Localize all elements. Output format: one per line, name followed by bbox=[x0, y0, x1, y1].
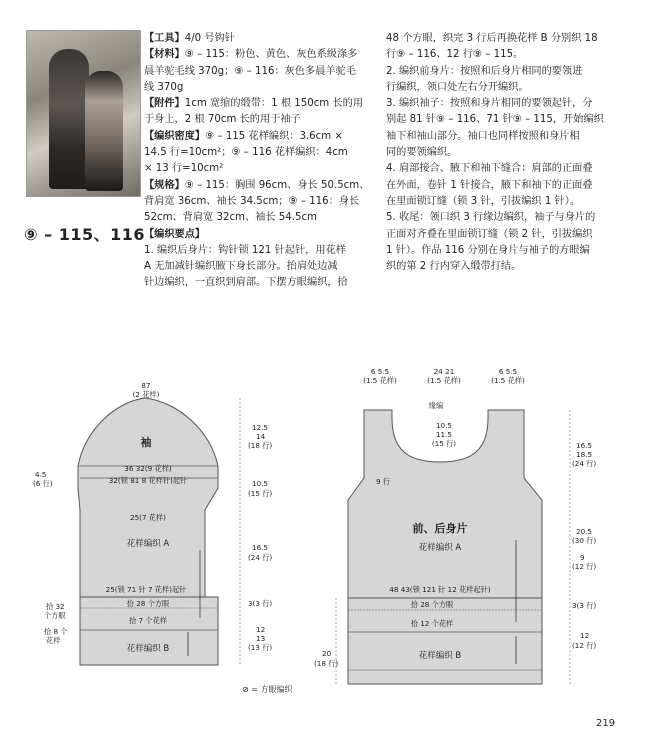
model-figure-left bbox=[49, 49, 89, 189]
text-accessory-1: 1cm 宽缩的缎带：1 根 150cm 长的用 bbox=[184, 98, 364, 110]
body-pick12: 拾 12 个花样 bbox=[410, 619, 454, 628]
body-neck-label: 缘编 bbox=[428, 401, 444, 410]
body-left-v: 9 行 bbox=[376, 477, 391, 486]
sleeve-top-width-2: (2 花样) bbox=[132, 390, 160, 399]
text-material-2: 晨羊驼毛线 370g；⑨ – 116：灰色多晨羊驼毛 bbox=[144, 65, 356, 77]
sleeve-pattern-a: 花样编织 A bbox=[126, 539, 170, 549]
body-top-3b: (1.5 花样) bbox=[491, 376, 525, 385]
sleeve-left-2a: 拾 8 个 bbox=[44, 627, 68, 636]
sleeve-top-width: 87 bbox=[141, 381, 151, 390]
sleeve-cast: 25(锁 71 针 7 花样)起针 bbox=[105, 585, 187, 594]
text-right-15: 织的第 2 行内穿入缎带打结。 bbox=[386, 261, 522, 273]
text-density-1: ⑨ – 115 花样编织：3.6cm × bbox=[205, 130, 343, 142]
text-right-1: 48 个方眼，织完 3 行后再换花样 B 分别织 18 bbox=[386, 33, 598, 44]
model-photo bbox=[26, 30, 141, 197]
body-rv-3b: (12 行) bbox=[572, 562, 597, 571]
sleeve-pick7: 拾 7 个花样 bbox=[129, 616, 167, 625]
sleeve-schematic bbox=[33, 381, 272, 665]
body-lv-1: 20 bbox=[322, 649, 332, 658]
text-right-9: 4. 肩部接合、腋下和袖下缝合：肩部的正面叠 bbox=[386, 163, 593, 175]
text-material-1: ⑨ – 115：粉色、黄色、灰色系级涤多 bbox=[184, 49, 358, 61]
body-rv-2a: 20.5 bbox=[576, 527, 593, 536]
sleeve-left-1b: 个方眼 bbox=[44, 611, 66, 620]
label-accessory: 【附件】 bbox=[144, 98, 185, 110]
sleeve-rv-1a: 12.5 bbox=[252, 423, 269, 432]
body-pattern-a: 花样编织 A bbox=[418, 543, 462, 553]
sleeve-rv-3a: 16.5 bbox=[252, 543, 269, 552]
label-tools: 【工具】 bbox=[144, 33, 185, 44]
sleeve-row-2: 32(锁 81 8 花样针)起针 bbox=[108, 476, 188, 485]
body-rv-1a: 16.5 bbox=[576, 441, 593, 450]
text-density-2: 14.5 行=10cm²；⑨ – 116 花样编织：4cm bbox=[144, 147, 348, 159]
sleeve-shape bbox=[78, 398, 218, 597]
sleeve-side-b: (6 行) bbox=[33, 479, 53, 488]
text-right-13: 正面对齐叠在里面锁订缝（锁 2 针，引拔编织 bbox=[386, 228, 593, 240]
text-right-12: 5. 收尾：领口织 3 行缘边编织，袖子与身片的 bbox=[386, 212, 596, 224]
body-schematic bbox=[314, 367, 596, 684]
body-cast: 48 43(锁 121 针 12 花样起针) bbox=[389, 585, 491, 594]
sleeve-rv-3b: (24 行) bbox=[248, 553, 273, 562]
text-right-10: 在外面，卷针 1 针接合，腋下和袖下的正面叠 bbox=[386, 179, 593, 191]
sleeve-left-2b: 花样 bbox=[46, 636, 61, 645]
left-text-column bbox=[144, 31, 376, 292]
text-right-11: 在里面锁订缝（锁 3 针，引拔编织 1 针）。 bbox=[386, 195, 581, 207]
text-points-2: A 无加减针编织腋下身长部分。抬肩处边减 bbox=[144, 261, 338, 273]
body-rv-3a: 9 bbox=[580, 553, 585, 562]
body-neck-d2: 11.5 bbox=[435, 430, 453, 439]
body-label: 前、后身片 bbox=[412, 522, 468, 535]
text-density-3: × 13 行=10cm² bbox=[144, 163, 224, 175]
sleeve-rv-1b: 14 bbox=[256, 432, 266, 441]
body-top-2a: 24 21 bbox=[433, 367, 455, 376]
sleeve-mid: 25(7 花样) bbox=[130, 513, 166, 522]
sleeve-label: 袖 bbox=[140, 436, 152, 449]
text-right-3: 2. 编织前身片：按照和后身片相同的要领进 bbox=[386, 65, 583, 77]
body-hem bbox=[348, 598, 542, 684]
label-size: 【规格】 bbox=[144, 179, 185, 191]
sleeve-rv-2b: (15 行) bbox=[248, 489, 273, 498]
body-rv-1c: (24 行) bbox=[572, 459, 597, 468]
sleeve-rv-1c: (18 行) bbox=[248, 441, 273, 450]
text-right-8: 同的要领编织。 bbox=[386, 147, 458, 159]
sleeve-rv-5b: 13 bbox=[256, 634, 266, 643]
body-pattern-b: 花样编织 B bbox=[418, 651, 462, 661]
text-size-1: ⑨ – 115：胸围 96cm、身长 50.5cm、 bbox=[184, 179, 370, 191]
body-grid: 拾 28 个方眼 bbox=[410, 600, 454, 609]
body-neck-d3: (15 行) bbox=[431, 439, 457, 448]
label-density: 【编织密度】 bbox=[144, 130, 206, 142]
text-points-3: 针边编织，一直织到肩部。下摆方眼编织，拾 bbox=[144, 277, 348, 289]
text-right-7: 袖下和袖山部分。袖口也同样按照和身片相 bbox=[386, 130, 580, 142]
body-rv-5b: (12 行) bbox=[572, 641, 597, 650]
sleeve-grid: 拾 28 个方眼 bbox=[126, 599, 170, 608]
body-top-1b: (1.5 花样) bbox=[363, 376, 397, 385]
text-right-4: 行编织，领口处左右分开编织。 bbox=[386, 81, 529, 93]
body-rv-5a: 12 bbox=[580, 631, 590, 640]
text-right-6: 别起 81 针⑨ – 116、71 针⑨ – 115，开始编织 bbox=[386, 114, 604, 126]
pattern-diagram bbox=[0, 360, 648, 720]
text-material-3: 线 370g bbox=[144, 81, 184, 93]
sleeve-left-1a: 拾 32 bbox=[46, 602, 65, 611]
text-accessory-2: 于身上，2 根 70cm 长的用于袖子 bbox=[144, 114, 301, 126]
text-size-2: 背肩宽 36cm、袖长 34.5cm；⑨ – 116：身长 bbox=[144, 195, 360, 207]
model-figure-right bbox=[85, 71, 123, 191]
text-size-3: 52cm、背肩宽 32cm、袖长 54.5cm bbox=[144, 212, 317, 224]
text-right-14: 1 针）。作品 116 分别在身片与袖子的方眼编 bbox=[386, 244, 590, 256]
pattern-title: ⑨ – 115、116 bbox=[24, 225, 145, 244]
text-right-2: 行⑨ – 116、12 行⑨ – 115。 bbox=[386, 49, 524, 61]
body-top-1a: 6 5.5 bbox=[370, 367, 390, 376]
sleeve-rv-4a: 3(3 行) bbox=[248, 599, 273, 608]
text-tools: 4/0 号钩针 bbox=[184, 33, 235, 44]
sleeve-pattern-b: 花样编织 B bbox=[126, 644, 170, 654]
sleeve-rv-5a: 12 bbox=[256, 625, 266, 634]
sleeve-side-a: 4.5 bbox=[35, 470, 47, 479]
sleeve-row-1: 36 32(9 花样) bbox=[124, 464, 172, 473]
body-neck-d1: 10.5 bbox=[435, 421, 453, 430]
text-right-5: 3. 编织袖子：按照和身片相同的要领起针，分 bbox=[386, 98, 593, 110]
body-top-2b: (1.5 花样) bbox=[427, 376, 461, 385]
body-rv-4a: 3(3 行) bbox=[572, 601, 597, 610]
legend: ⊘ = 方眼编织 bbox=[242, 685, 293, 694]
page-number: 219 bbox=[596, 718, 616, 729]
body-lv-2: (18 行) bbox=[314, 659, 339, 668]
label-points: 【编织要点】 bbox=[144, 228, 206, 240]
label-material: 【材料】 bbox=[144, 49, 185, 61]
body-rv-2b: (30 行) bbox=[572, 536, 597, 545]
body-top-3a: 6 5.5 bbox=[498, 367, 518, 376]
body-rv-1b: 18.5 bbox=[576, 450, 593, 459]
sleeve-rv-5c: (13 行) bbox=[248, 643, 273, 652]
right-text-column bbox=[386, 31, 634, 275]
text-points-1: 1. 编织后身片：钩针锁 121 针起针，用花样 bbox=[144, 244, 346, 256]
sleeve-rv-2a: 10.5 bbox=[252, 479, 269, 488]
